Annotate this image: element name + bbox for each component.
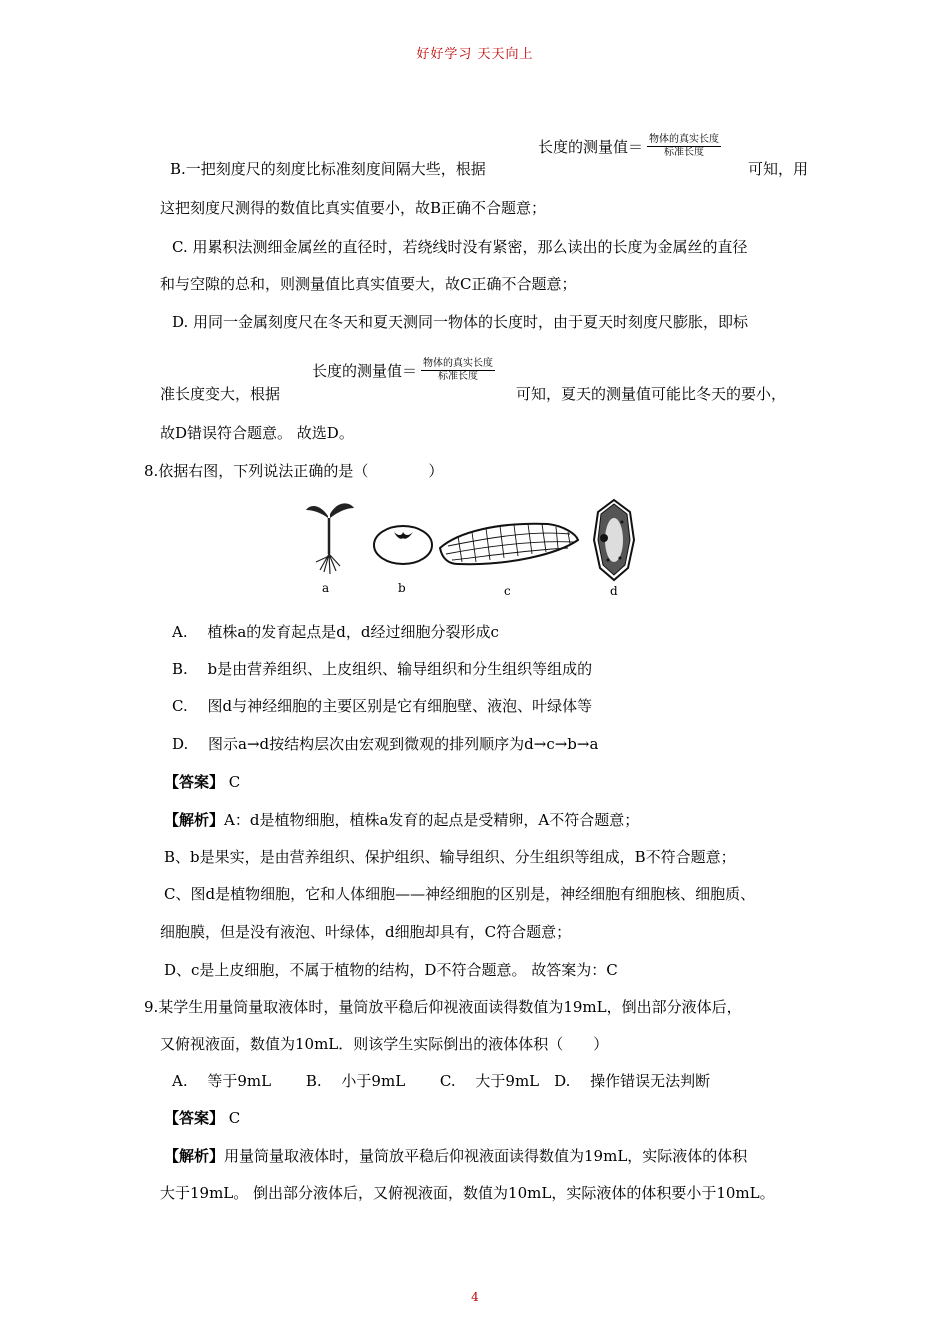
q9-answer: [164, 1108, 240, 1128]
seedling-figure: [300, 496, 360, 576]
text-c1: C. 用累积法测细金属丝的直径时，若绕线时没有紧密，那么读出的长度为金属丝的直径: [172, 238, 748, 256]
formula-denominator: 标准长度: [438, 371, 479, 382]
text-d2-post: 可知，夏天的测量值可能比冬天的要小，: [516, 385, 787, 403]
formula-numerator: 物体的真实长度: [649, 134, 720, 145]
formula-fraction: [647, 134, 721, 159]
formula-numerator: 物体的真实长度: [423, 358, 494, 369]
q8-analysis-2: B、b是果实，是由营养组织、保护组织、输导组织、分生组织等组成，B不符合题意；: [164, 848, 736, 866]
text-b-post: 可知，用: [748, 160, 809, 178]
text-d3: 故D错误符合题意。 故选D。: [160, 424, 354, 442]
formula-length: [538, 134, 721, 159]
formula-lhs: 长度的测量值＝: [312, 362, 418, 380]
plant-cell-figure: [592, 498, 636, 582]
answer-label: 【答案】: [164, 1109, 225, 1127]
answer-label: 【答案】: [164, 773, 225, 791]
figure-label-c: c: [504, 584, 511, 598]
analysis-label: 【解析】: [164, 811, 225, 829]
figure-label-d: d: [610, 584, 618, 598]
answer-value: C: [224, 1109, 241, 1127]
analysis-text: A：d是植物细胞，植株a发育的起点是受精卵，A不符合题意；: [224, 811, 640, 829]
figure-label-a: a: [322, 581, 330, 595]
text-d1: D. 用同一金属刻度尺在冬天和夏天测同一物体的长度时，由于夏天时刻度尺膨胀，即标: [172, 313, 749, 331]
q9-options: A. 等于9mL B. 小于9mL C. 大于9mL D. 操作错误无法判断: [172, 1072, 711, 1090]
answer-value: C: [224, 773, 241, 791]
q8-analysis-3: C、图d是植物细胞，它和人体细胞——神经细胞的区别是，神经细胞有细胞核、细胞质、: [164, 885, 756, 903]
text-b-pre: B.一把刻度尺的刻度比标准刻度间隔大些，根据: [170, 160, 486, 178]
page-number: 4: [471, 1290, 479, 1304]
fruit-figure: [372, 520, 434, 566]
formula-fraction: [421, 358, 495, 383]
q9-stem-1: 9.某学生用量筒量取液体时，量筒放平稳后仰视液面读得数值为19mL，倒出部分液体后，: [144, 998, 742, 1016]
q8-option-a: A. 植株a的发育起点是d，d经过细胞分裂形成c: [172, 623, 499, 641]
q8-option-c: C. 图d与神经细胞的主要区别是它有细胞壁、液泡、叶绿体等: [172, 697, 593, 715]
analysis-label: 【解析】: [164, 1147, 225, 1165]
q8-option-b: B. b是由营养组织、上皮组织、输导组织和分生组织等组成的: [172, 660, 593, 678]
q8-option-d: D. 图示a→d按结构层次由宏观到微观的排列顺序为d→c→b→a: [172, 735, 599, 753]
figure-label-b: b: [398, 581, 406, 595]
q8-analysis-1: [164, 810, 639, 830]
formula-denominator: 标准长度: [664, 147, 705, 158]
q8-answer: [164, 772, 240, 792]
formula-length-2: [312, 358, 495, 383]
q9-analysis-2: 大于19mL。 倒出部分液体后，又俯视液面，数值为10mL，实际液体的体积要小于10mL。: [160, 1184, 775, 1202]
tissue-figure: [438, 518, 580, 570]
formula-lhs: 长度的测量值＝: [538, 138, 644, 156]
page-header: 好好学习 天天向上: [416, 47, 534, 62]
q8-stem: 8.依据右图，下列说法正确的是（ ）: [144, 462, 444, 480]
text-d2-pre: 准长度变大，根据: [160, 385, 281, 403]
text-c2: 和与空隙的总和，则测量值比真实值要大，故C正确不合题意；: [160, 275, 577, 293]
analysis-text: 用量筒量取液体时，量筒放平稳后仰视液面读得数值为19mL，实际液体的体积: [224, 1147, 748, 1165]
q8-analysis-5: D、c是上皮细胞，不属于植物的结构，D不符合题意。 故答案为：C: [164, 961, 618, 979]
q9-analysis-1: [164, 1146, 747, 1166]
q8-analysis-4: 细胞膜，但是没有液泡、叶绿体，d细胞却具有，C符合题意；: [160, 923, 572, 941]
text-b2: 这把刻度尺测得的数值比真实值要小，故B正确不合题意；: [160, 199, 547, 217]
q9-stem-2: 又俯视液面，数值为10mL．则该学生实际倒出的液体体积（ ）: [160, 1035, 609, 1053]
